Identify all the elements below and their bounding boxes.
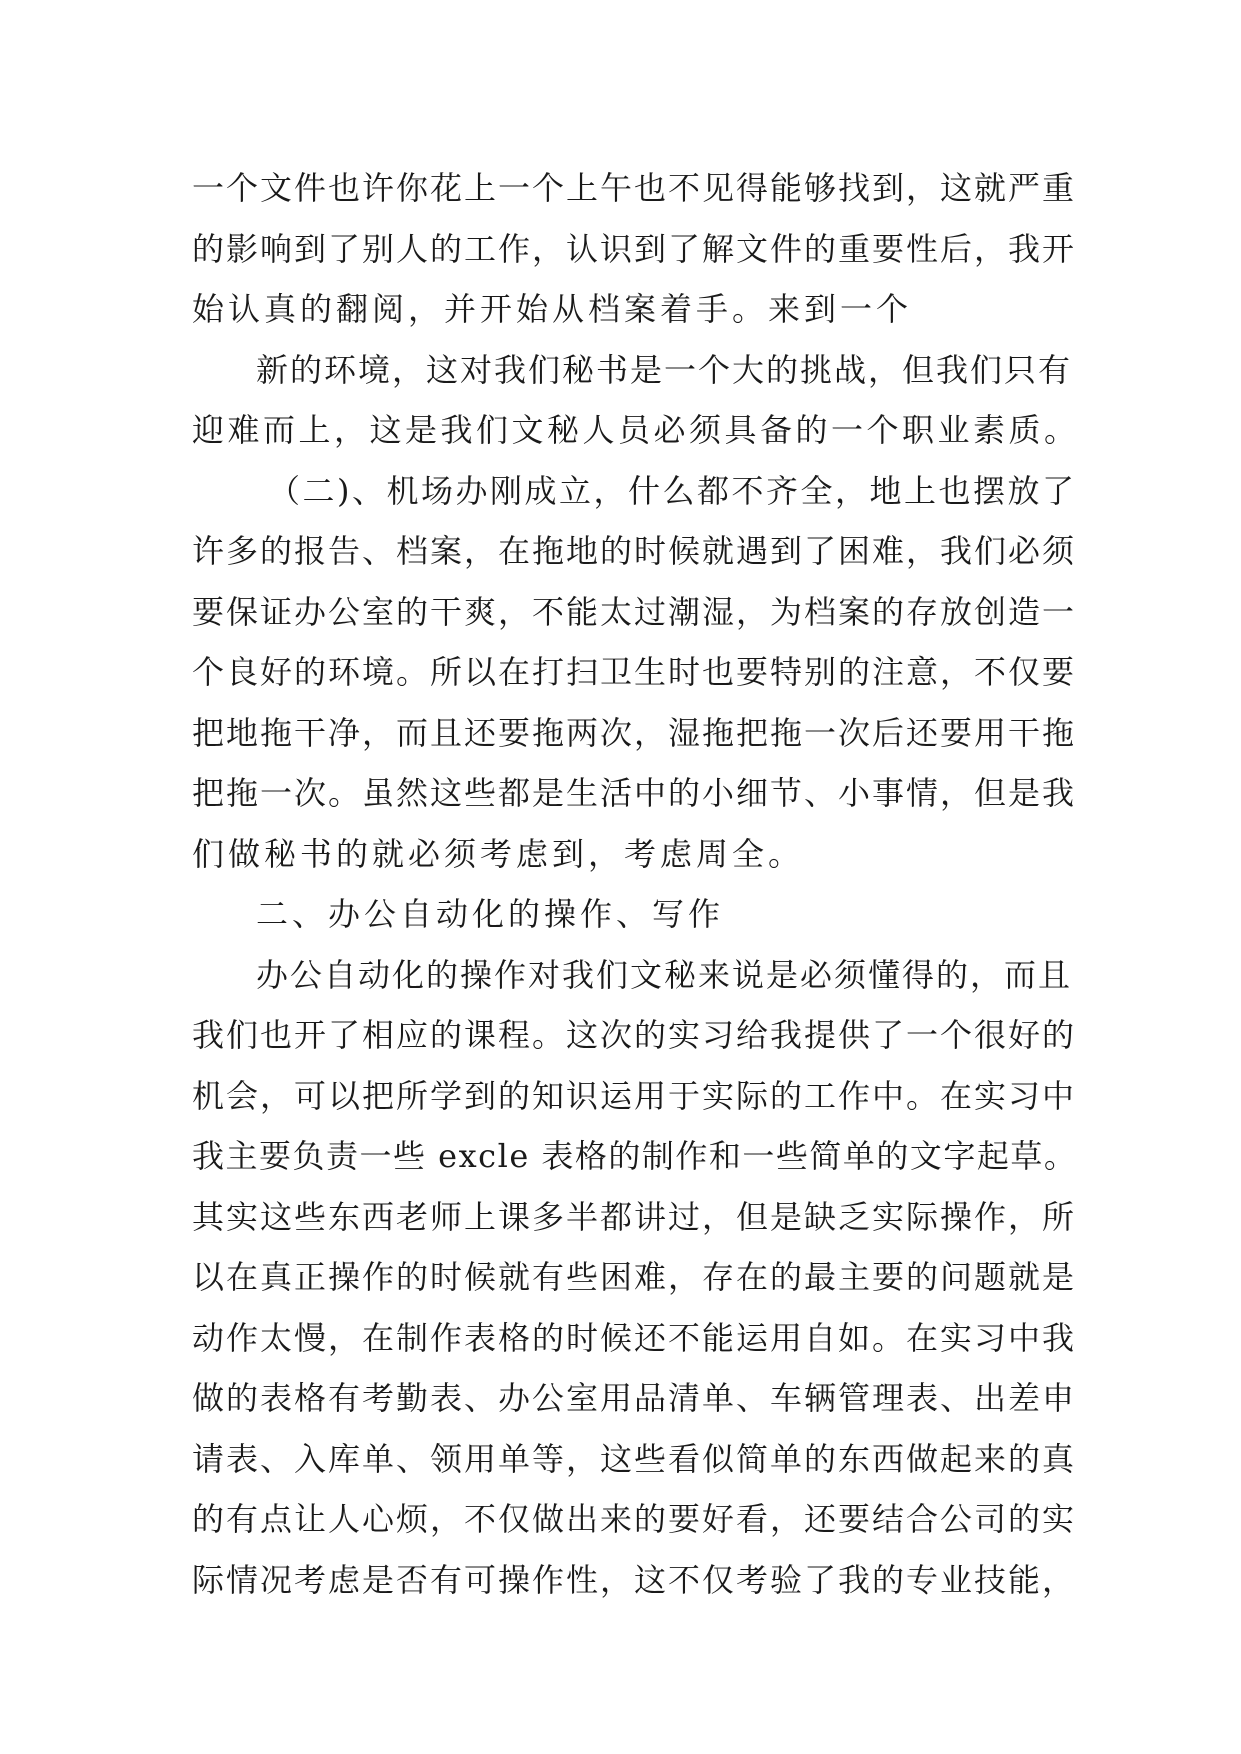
text-line-14: 办公自动化的操作对我们文秘来说是必须懂得的，而且 xyxy=(256,955,1073,994)
text-line-1: 一个文件也许你花上一个上午也不见得能够找到，这就严重 xyxy=(192,169,1077,207)
text-line-20: 动作太慢，在制作表格的时候还不能运用自如。在实习中我 xyxy=(192,1318,1077,1357)
text-line-2: 的影响到了别人的工作，认识到了解文件的重要性后，我开 xyxy=(192,229,1077,268)
text-line-7: 许多的报告、档案，在拖地的时候就遇到了困难，我们必须 xyxy=(192,532,1077,570)
text-line-12: 们做秘书的就必须考虑到，考虑周全。 xyxy=(192,834,805,873)
text-line-15: 我们也开了相应的课程。这次的实习给我提供了一个很好的 xyxy=(192,1016,1077,1054)
text-line-24: 际情况考虑是否有可操作性，这不仅考验了我的专业技能， xyxy=(192,1560,1077,1599)
text-line-3: 始认真的翻阅，并开始从档案着手。来到一个 xyxy=(192,290,913,328)
section-heading: 二、办公自动化的操作、写作 xyxy=(256,895,725,933)
text-line-21: 做的表格有考勤表、办公室用品清单、车辆管理表、出差申 xyxy=(192,1379,1077,1417)
text-line-9: 个良好的环境。所以在打扫卫生时也要特别的注意，不仅要 xyxy=(192,653,1077,691)
text-line-11: 把拖一次。虽然这些都是生活中的小细节、小事情，但是我 xyxy=(192,774,1077,812)
text-line-4: 新的环境，这对我们秘书是一个大的挑战，但我们只有 xyxy=(256,350,1073,389)
text-line-8: 要保证办公室的干爽，不能太过潮湿，为档案的存放创造一 xyxy=(192,592,1077,631)
text-line-6: （二)、机场办刚成立，什么都不齐全，地上也摆放了 xyxy=(268,471,1077,510)
text-line-18: 其实这些东西老师上课多半都讲过，但是缺乏实际操作，所 xyxy=(192,1197,1077,1236)
text-line-17: 我主要负责一些 excle 表格的制作和一些简单的文字起草。 xyxy=(192,1137,1078,1175)
text-line-16: 机会，可以把所学到的知识运用于实际的工作中。在实习中 xyxy=(192,1076,1077,1115)
text-line-5: 迎难而上，这是我们文秘人员必须具备的一个职业素质。 xyxy=(192,411,1080,449)
text-line-23: 的有点让人心烦，不仅做出来的要好看，还要结合公司的实 xyxy=(192,1500,1077,1538)
body-text xyxy=(192,158,1080,1610)
text-line-22: 请表、入库单、领用单等，这些看似简单的东西做起来的真 xyxy=(192,1439,1077,1478)
text-line-19: 以在真正操作的时候就有些困难，存在的最主要的问题就是 xyxy=(192,1258,1077,1296)
text-line-10: 把地拖干净，而且还要拖两次，湿拖把拖一次后还要用干拖 xyxy=(192,713,1077,752)
